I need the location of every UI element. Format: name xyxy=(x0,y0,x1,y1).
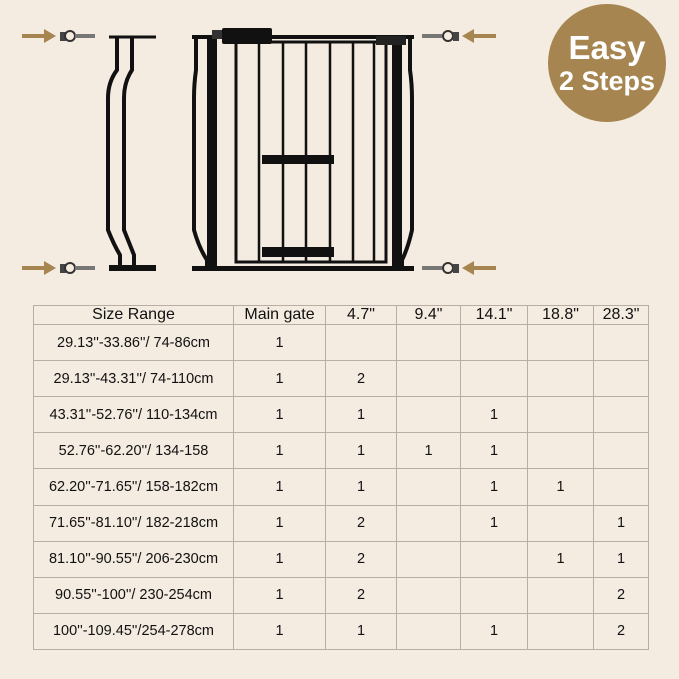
table-cell: 2 xyxy=(594,613,649,649)
table-cell xyxy=(326,325,397,361)
size-range-cell: 52.76''-62.20''/ 134-158 xyxy=(34,433,234,469)
table-cell: 1 xyxy=(234,577,326,613)
table-cell xyxy=(528,361,594,397)
table-cell: 1 xyxy=(594,505,649,541)
size-range-cell: 29.13''-33.86''/ 74-86cm xyxy=(34,325,234,361)
header-ext-9-4: 9.4" xyxy=(397,306,461,325)
table-row xyxy=(34,325,649,361)
table-row xyxy=(34,541,649,577)
table-cell xyxy=(461,325,528,361)
table-cell xyxy=(461,541,528,577)
size-range-table xyxy=(33,305,649,650)
pressure-arrow-top-right xyxy=(462,29,496,43)
badge-line2: 2 Steps xyxy=(558,66,656,97)
table-cell: 1 xyxy=(234,433,326,469)
header-ext-4-7: 4.7" xyxy=(326,306,397,325)
table-cell xyxy=(397,577,461,613)
pressure-arrow-top-left xyxy=(22,29,56,43)
table-cell: 1 xyxy=(326,613,397,649)
table-cell: 1 xyxy=(234,397,326,433)
size-range-cell: 71.65''-81.10''/ 182-218cm xyxy=(34,505,234,541)
pressure-screw-bottom-right xyxy=(422,263,459,273)
table-cell xyxy=(397,361,461,397)
table-cell xyxy=(594,325,649,361)
table-cell: 1 xyxy=(326,397,397,433)
table-cell xyxy=(397,613,461,649)
table-cell: 2 xyxy=(326,577,397,613)
easy-steps-badge xyxy=(548,4,666,122)
table-cell xyxy=(461,577,528,613)
table-cell: 1 xyxy=(461,397,528,433)
table-cell: 1 xyxy=(461,433,528,469)
table-cell: 1 xyxy=(326,433,397,469)
table-row xyxy=(34,433,649,469)
table-cell: 1 xyxy=(594,541,649,577)
pressure-screw-top-left xyxy=(60,31,95,41)
table-cell xyxy=(397,325,461,361)
table-cell xyxy=(594,397,649,433)
table-cell: 1 xyxy=(397,433,461,469)
table-row xyxy=(34,505,649,541)
table-cell: 1 xyxy=(234,505,326,541)
table-row xyxy=(34,577,649,613)
header-ext-14-1: 14.1" xyxy=(461,306,528,325)
table-cell: 1 xyxy=(234,613,326,649)
size-range-cell: 100''-109.45''/254-278cm xyxy=(34,613,234,649)
table-cell xyxy=(461,361,528,397)
table-row xyxy=(34,361,649,397)
size-range-cell: 81.10''-90.55''/ 206-230cm xyxy=(34,541,234,577)
table-row xyxy=(34,469,649,505)
table-cell: 1 xyxy=(234,541,326,577)
table-cell xyxy=(528,433,594,469)
table-cell xyxy=(528,613,594,649)
main-gate xyxy=(192,28,414,271)
pressure-screw-top-right xyxy=(422,31,459,41)
table-cell xyxy=(528,577,594,613)
pressure-arrow-bottom-left xyxy=(22,261,56,275)
pressure-arrow-bottom-right xyxy=(462,261,496,275)
size-range-cell: 29.13''-43.31''/ 74-110cm xyxy=(34,361,234,397)
header-ext-28-3: 28.3" xyxy=(594,306,649,325)
table-cell xyxy=(397,469,461,505)
header-ext-18-8: 18.8" xyxy=(528,306,594,325)
table-cell: 1 xyxy=(234,361,326,397)
table-cell: 2 xyxy=(326,505,397,541)
header-size-range: Size Range xyxy=(34,306,234,325)
gate-side-frame xyxy=(108,37,156,271)
table-cell: 2 xyxy=(594,577,649,613)
size-range-cell: 90.55''-100''/ 230-254cm xyxy=(34,577,234,613)
table-cell: 1 xyxy=(326,469,397,505)
table-cell: 1 xyxy=(528,541,594,577)
table-cell xyxy=(594,433,649,469)
table-cell: 2 xyxy=(326,361,397,397)
table-cell xyxy=(528,397,594,433)
table-cell: 1 xyxy=(528,469,594,505)
table-cell: 2 xyxy=(326,541,397,577)
header-main-gate: Main gate xyxy=(234,306,326,325)
table-cell xyxy=(528,325,594,361)
table-cell xyxy=(397,397,461,433)
table-cell: 1 xyxy=(234,325,326,361)
table-cell xyxy=(594,469,649,505)
table-header-row xyxy=(34,306,649,325)
table-cell: 1 xyxy=(461,505,528,541)
table-cell: 1 xyxy=(461,613,528,649)
table-row xyxy=(34,397,649,433)
size-range-cell: 62.20''-71.65''/ 158-182cm xyxy=(34,469,234,505)
size-range-cell: 43.31''-52.76''/ 110-134cm xyxy=(34,397,234,433)
table-cell xyxy=(397,541,461,577)
table-cell xyxy=(594,361,649,397)
pressure-screw-bottom-left xyxy=(60,263,95,273)
table-row xyxy=(34,613,649,649)
badge-line1: Easy xyxy=(568,28,646,66)
table-cell xyxy=(528,505,594,541)
table-cell: 1 xyxy=(461,469,528,505)
table-cell xyxy=(397,505,461,541)
table-cell: 1 xyxy=(234,469,326,505)
